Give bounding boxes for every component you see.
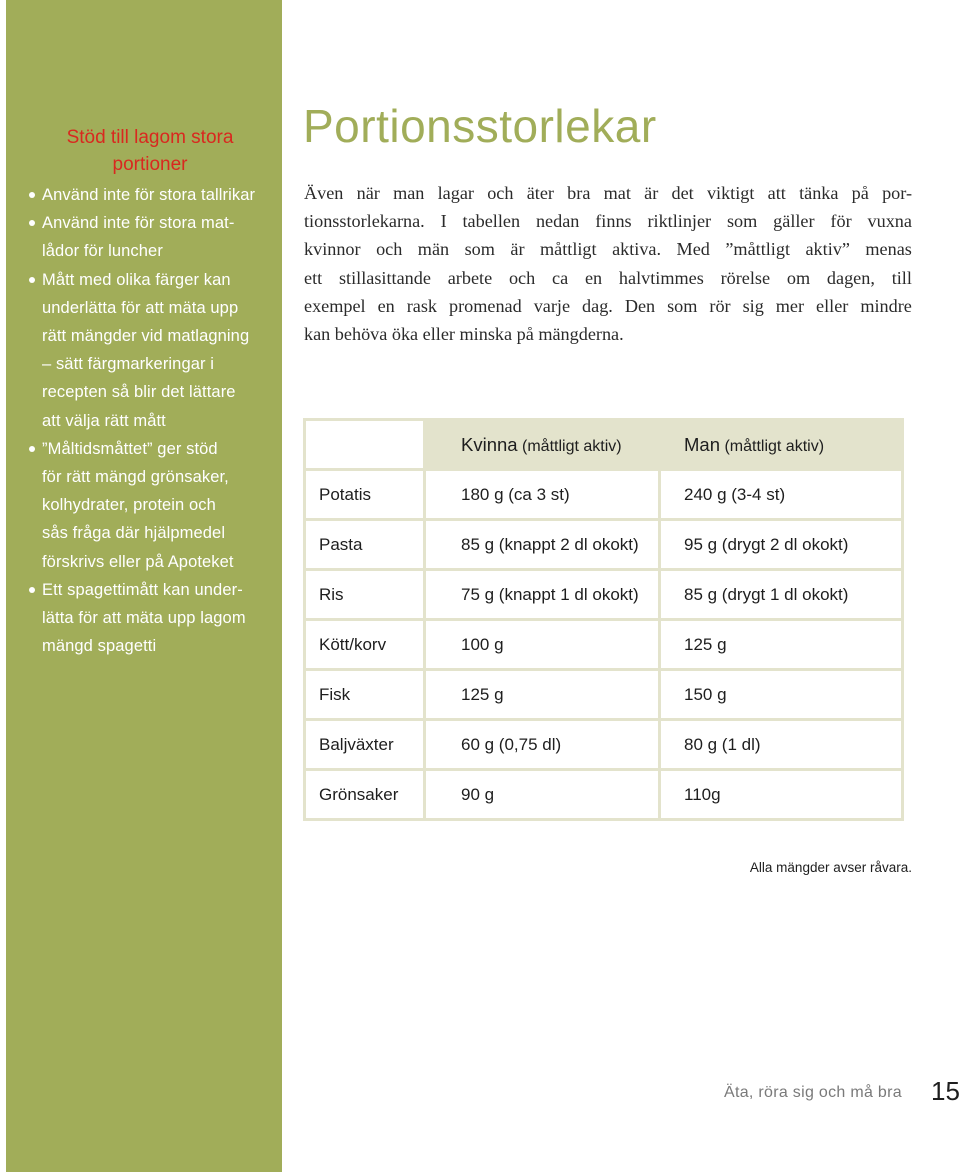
- intro-line: [304, 179, 912, 207]
- women-portion-cell: 180 g (ca 3 st): [425, 470, 660, 520]
- page-number: 15: [931, 1076, 960, 1106]
- intro-word: måttligt: [540, 239, 597, 260]
- table-row: [305, 670, 903, 720]
- sidebar-tip-line: [42, 266, 272, 294]
- intro-word: en: [377, 295, 395, 316]
- table-header-row: [305, 420, 903, 470]
- intro-word: mindre: [860, 295, 912, 316]
- men-portion-cell: 150 g: [660, 670, 903, 720]
- women-portion-cell: 85 g (knappt 2 dl okokt): [425, 520, 660, 570]
- header-women-label: Kvinna: [461, 433, 518, 455]
- intro-paragraph: [304, 179, 912, 348]
- men-portion-cell: 80 g (1 dl): [660, 720, 903, 770]
- header-men-label: Man: [684, 433, 720, 455]
- food-cell: Fisk: [305, 670, 425, 720]
- sidebar-tip-line: [42, 576, 272, 604]
- food-cell: Kött/korv: [305, 620, 425, 670]
- table-header-men: [660, 420, 903, 470]
- intro-word: det: [671, 183, 694, 203]
- bullet-icon: [29, 277, 35, 283]
- intro-line: kan behöva öka eller minska på mängderna.: [304, 324, 624, 345]
- intro-word: Med: [676, 239, 710, 260]
- sidebar-tip-line: [42, 632, 272, 660]
- sidebar-tip-line: [42, 322, 272, 350]
- intro-line: [304, 235, 912, 263]
- sidebar-tip-text: lätta för att mäta upp lagom: [42, 609, 246, 628]
- intro-word: och: [487, 183, 514, 203]
- sidebar-tip-text: recepten så blir det lättare: [42, 383, 236, 402]
- table-body: [305, 470, 903, 820]
- sidebar-tip-line: [42, 519, 272, 547]
- intro-word: dag.: [582, 295, 613, 316]
- women-portion-cell: 90 g: [425, 770, 660, 820]
- intro-word: tänka: [799, 183, 839, 203]
- intro-word: som: [667, 295, 698, 316]
- sidebar-tip-text: rätt mängder vid matlagning: [42, 327, 250, 346]
- intro-word: I: [440, 211, 447, 232]
- intro-word: äter: [526, 183, 554, 203]
- intro-word: som: [726, 211, 758, 232]
- portion-table: [303, 418, 904, 821]
- table-row: [305, 720, 903, 770]
- bullet-icon: [29, 587, 35, 593]
- intro-word: bra: [567, 183, 591, 203]
- intro-word: menas: [865, 239, 912, 260]
- page-title: Portionsstorlekar: [303, 100, 657, 152]
- intro-word: ca: [552, 267, 569, 288]
- table-row: [305, 570, 903, 620]
- sidebar-tip-line: [42, 237, 272, 265]
- intro-word: Den: [624, 295, 656, 316]
- intro-line: [304, 207, 912, 235]
- intro-word: som: [464, 239, 495, 260]
- table-note: Alla mängder avser råvara.: [749, 860, 912, 875]
- women-portion-cell: 100 g: [425, 620, 660, 670]
- sidebar-tip-line: [42, 435, 272, 463]
- food-cell: Pasta: [305, 520, 425, 570]
- sidebar-tip-line: [42, 407, 272, 435]
- intro-word: viktigt: [706, 183, 755, 203]
- intro-word: är: [510, 239, 525, 260]
- intro-word: rask: [406, 295, 438, 316]
- food-cell: Ris: [305, 570, 425, 620]
- intro-word: gäller: [773, 211, 815, 232]
- intro-word: när: [356, 183, 380, 203]
- intro-word: ”måttligt: [725, 239, 790, 260]
- intro-word: aktiv”: [805, 239, 850, 260]
- intro-word: vuxna: [867, 211, 912, 232]
- sidebar-tip-text: för rätt mängd grönsaker,: [42, 468, 229, 487]
- intro-word: om: [786, 267, 811, 288]
- intro-word: man: [393, 183, 425, 203]
- sidebar-tip-line: [42, 378, 272, 406]
- header-men-sub: (måttligt aktiv): [720, 437, 825, 455]
- table-row: [305, 770, 903, 820]
- food-cell: Potatis: [305, 470, 425, 520]
- intro-word: riktlinjer: [647, 211, 712, 232]
- sidebar-tips-list: [42, 181, 272, 660]
- bullet-icon: [29, 192, 35, 198]
- intro-word: sig: [742, 295, 764, 316]
- men-portion-cell: 240 g (3-4 st): [660, 470, 903, 520]
- sidebar-tip-line: [42, 209, 272, 237]
- sidebar-tip-text: lådor för luncher: [42, 242, 163, 261]
- table-header-women: [425, 420, 660, 470]
- sidebar-tip-text: att välja rätt mått: [42, 411, 166, 430]
- women-portion-cell: 125 g: [425, 670, 660, 720]
- intro-word: dagen,: [826, 267, 875, 288]
- sidebar-tip-line: [42, 604, 272, 632]
- intro-word: varje: [533, 295, 571, 316]
- food-cell: Grönsaker: [305, 770, 425, 820]
- intro-word: finns: [595, 211, 632, 232]
- intro-word: mer: [775, 295, 805, 316]
- table-row: [305, 520, 903, 570]
- intro-word: tabellen: [462, 211, 521, 232]
- intro-word: stillasittande: [338, 267, 431, 288]
- sidebar-tip-text: sås fråga där hjälpmedel: [42, 524, 226, 543]
- sidebar-tip-text: – sätt färgmarkeringar i: [42, 355, 215, 374]
- sidebar-tip-line: [42, 294, 272, 322]
- men-portion-cell: 125 g: [660, 620, 903, 670]
- sidebar-title-line: Stöd till lagom stora: [66, 127, 234, 148]
- intro-word: promenad: [449, 295, 522, 316]
- intro-word: att: [767, 183, 786, 203]
- sidebar-tip-line: [42, 548, 272, 576]
- intro-word: till: [891, 267, 912, 288]
- intro-word: och: [508, 267, 536, 288]
- sidebar-tip-text: kolhydrater, protein och: [42, 496, 216, 515]
- sidebar-title-line: portioner: [112, 154, 188, 175]
- intro-word: och: [376, 239, 403, 260]
- sidebar-tip-text: mängd spagetti: [42, 637, 157, 656]
- women-portion-cell: 75 g (knappt 1 dl okokt): [425, 570, 660, 620]
- intro-word: tionsstorlekarna.: [304, 211, 425, 232]
- sidebar-tip-line: [42, 491, 272, 519]
- intro-word: är: [644, 183, 659, 203]
- intro-word: rör: [709, 295, 731, 316]
- intro-word: en: [584, 267, 603, 288]
- intro-word: nedan: [535, 211, 580, 232]
- intro-word: por-: [882, 183, 912, 203]
- bullet-icon: [29, 446, 35, 452]
- sidebar-tip-text: förskrivs eller på Apoteket: [42, 552, 234, 571]
- men-portion-cell: 95 g (drygt 2 dl okokt): [660, 520, 903, 570]
- sidebar-tip-text: underlätta för att mäta upp: [42, 298, 239, 317]
- sidebar-tip-text: ”Måltidsmåttet” ger stöd: [42, 439, 218, 458]
- intro-word: för: [830, 211, 852, 232]
- intro-word: män: [417, 239, 450, 260]
- men-portion-cell: 85 g (drygt 1 dl okokt): [660, 570, 903, 620]
- intro-word: mat: [603, 183, 631, 203]
- intro-word: Även: [304, 183, 344, 203]
- intro-word: lagar: [437, 183, 474, 203]
- sidebar-tip-line: [42, 181, 272, 209]
- intro-word: halvtimmes: [618, 267, 704, 288]
- intro-line: [304, 264, 912, 292]
- sidebar-tip-text: Använd inte för stora mat-: [42, 214, 235, 233]
- sidebar-title: [45, 124, 255, 178]
- intro-word: kvinnor: [304, 239, 361, 260]
- food-cell: Baljväxter: [305, 720, 425, 770]
- intro-word: eller: [816, 295, 849, 316]
- sidebar-tip-line: [42, 350, 272, 378]
- intro-line: [304, 292, 912, 320]
- intro-word: ett: [304, 267, 323, 288]
- sidebar-tip-line: [42, 463, 272, 491]
- intro-word: exempel: [304, 295, 366, 316]
- table-header-empty-cell: [305, 420, 425, 470]
- sidebar-tip-text: Mått med olika färger kan: [42, 270, 231, 289]
- intro-word: rörelse: [720, 267, 771, 288]
- intro-word: arbete: [447, 267, 493, 288]
- sidebar-tip-text: Använd inte för stora tallrikar: [42, 186, 256, 204]
- intro-word: på: [851, 183, 869, 203]
- intro-word: aktiva.: [612, 239, 662, 260]
- women-portion-cell: 60 g (0,75 dl): [425, 720, 660, 770]
- table-row: [305, 470, 903, 520]
- footer-text: Äta, röra sig och må bra: [724, 1084, 902, 1101]
- men-portion-cell: 110g: [660, 770, 903, 820]
- table-row: [305, 620, 903, 670]
- header-women-sub: (måttligt aktiv): [517, 437, 622, 455]
- sidebar-tip-text: Ett spagettimått kan under-: [42, 580, 243, 599]
